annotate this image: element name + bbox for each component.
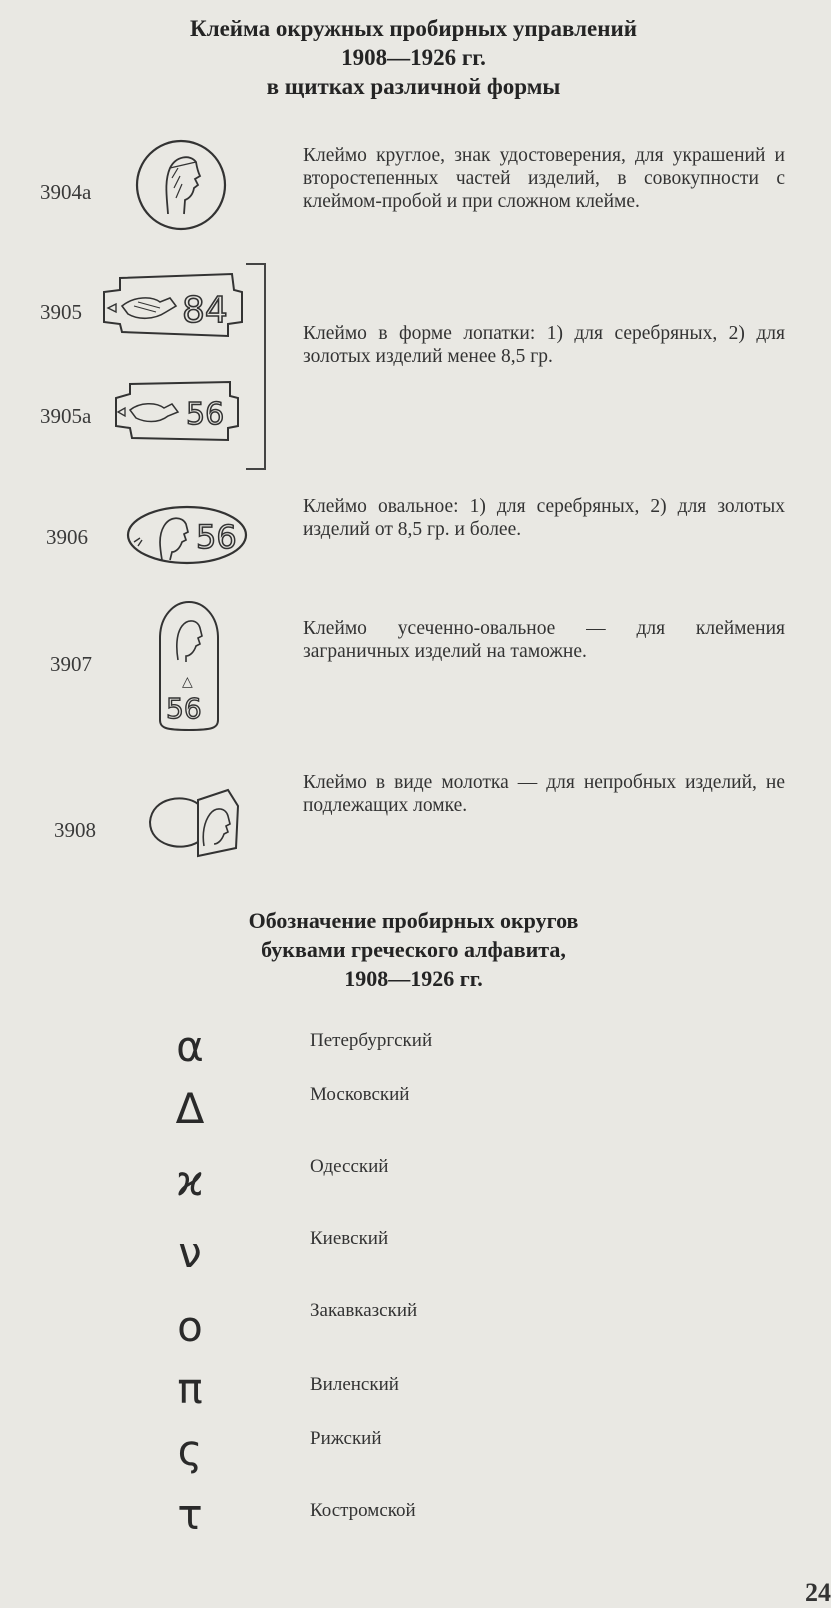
greek-letter: ν [178, 1228, 202, 1277]
greek-letter: ϰ [176, 1156, 204, 1205]
stamp-symbol-triangle: △ [182, 674, 193, 690]
district-name: Закавказский [310, 1300, 418, 1321]
round-stamp-icon [134, 138, 228, 232]
title-line-3: в щитках различной формы [266, 74, 561, 99]
district-name: Рижский [310, 1428, 382, 1449]
spatula-stamp-3905-icon [100, 266, 248, 342]
section-title [0, 906, 827, 993]
mark-number-3905: 3905 [40, 300, 82, 324]
section-title-line-1: Обозначение пробирных округов [248, 908, 579, 933]
greek-letter: α [176, 1022, 204, 1071]
district-name: Костромской [310, 1500, 416, 1521]
oval-stamp-icon [124, 502, 250, 568]
greek-letter: π [177, 1364, 203, 1413]
group-bracket [246, 263, 266, 470]
mark-number-3905a: 3905а [40, 404, 92, 428]
spatula-stamp-3905a-icon [112, 378, 242, 444]
page-title [0, 14, 827, 101]
greek-letter: Δ [175, 1084, 205, 1133]
mark-number-3907: 3907 [50, 652, 92, 676]
district-name: Киевский [310, 1228, 389, 1249]
mark-number-3904a: 3904а [40, 180, 92, 204]
greek-letter: ο [177, 1302, 203, 1351]
title-line-2: 1908—1926 гг. [341, 45, 486, 70]
mark-description-3907: Клеймо усеченно-овальное — для клеймения заграничных изделий на таможне. [303, 618, 785, 662]
stamp-value-56: 56 [186, 397, 225, 432]
stamp-value-84: 84 [182, 290, 228, 331]
truncated-oval-stamp-icon [156, 598, 222, 734]
stamp-value-56: 56 [196, 518, 237, 556]
district-name: Петербургский [310, 1030, 433, 1051]
mark-description-3904a: Клеймо круглое, знак удостоверения, для украшений и второстепенных частей изделий, в совокупности с клеймом-пробой и при сложном клейме. [303, 145, 785, 212]
section-title-line-3: 1908—1926 гг. [344, 966, 483, 991]
mark-number-3906: 3906 [46, 525, 88, 549]
greek-letter: τ [177, 1490, 203, 1539]
stamp-value-56: 56 [166, 692, 202, 725]
title-line-1: Клейма окружных пробирных управлений [190, 16, 637, 41]
mark-description-3908: Клеймо в виде молотка — для непробных изделий, не подлежащих ломке. [303, 772, 785, 816]
mark-description-3906: Клеймо овальное: 1) для серебряных, 2) для золотых изделий от 8,5 гр. и более. [303, 496, 785, 540]
district-name: Виленский [310, 1374, 399, 1395]
mark-number-3908: 3908 [54, 818, 96, 842]
section-title-line-2: буквами греческого алфавита, [261, 937, 566, 962]
greek-letter: ς [177, 1426, 203, 1475]
hammer-stamp-icon [146, 786, 242, 860]
page-number: 24 [805, 1578, 831, 1607]
district-name: Одесский [310, 1156, 389, 1177]
district-name: Московский [310, 1084, 410, 1105]
mark-description-3905: Клеймо в форме лопатки: 1) для серебряных, 2) для золотых изделий менее 8,5 гр. [303, 323, 785, 367]
